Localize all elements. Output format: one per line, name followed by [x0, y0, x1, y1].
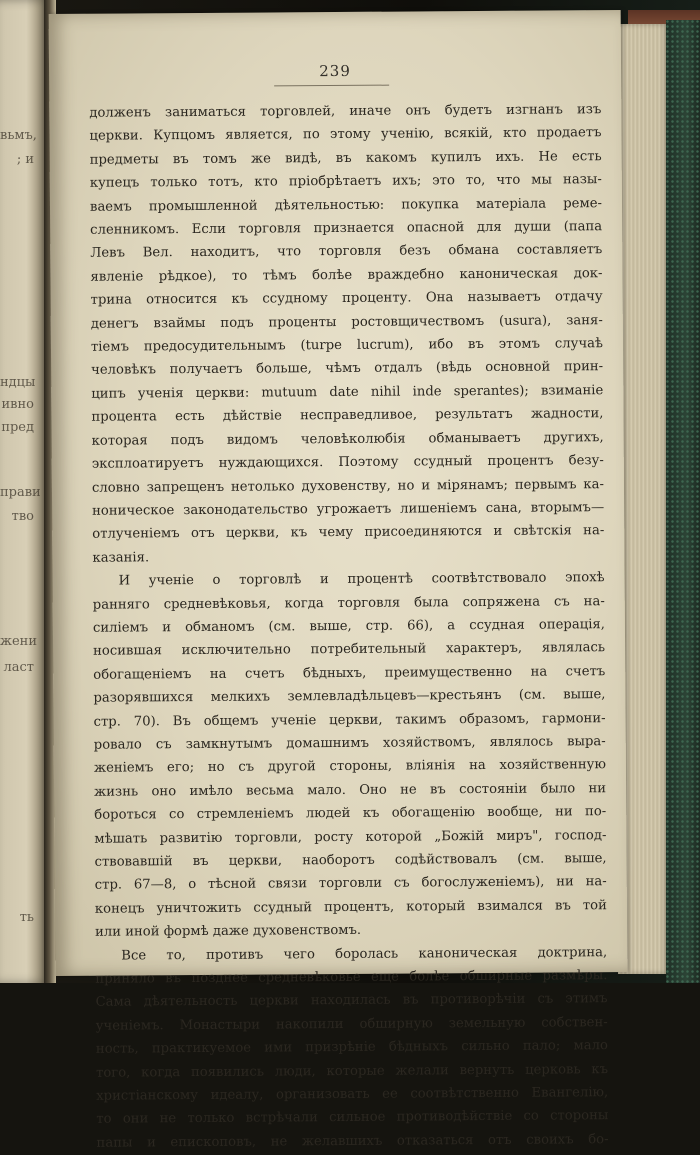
page-number: 239	[319, 61, 351, 81]
text-line: купецъ только тотъ, кто пріобрѣтаетъ ихъ; это то, что мы назы-	[89, 172, 602, 191]
text-line: эксплоатируетъ нуждающихся. Поэтому ссудный процентъ безу-	[91, 453, 604, 472]
left-page-fragment: ласт	[3, 660, 34, 675]
text-line: ученіемъ. Монастыри накопили обширную земельную собствен-	[95, 1014, 608, 1034]
text-line: мѣшать развитію торговли, росту которой „Божій миръ", господ-	[94, 827, 607, 847]
text-line: трина относится къ ссудному проценту. Она называетъ отдачу	[90, 289, 603, 308]
text-line: отлученіемъ отъ церкви, къ чему присоединяются и свѣтскія на-	[92, 523, 605, 543]
text-line: предметы въ томъ же видѣ, въ какомъ купилъ ихъ. Не есть	[89, 148, 602, 168]
left-page-fragment: ть	[19, 910, 34, 925]
text-line: словно запрещенъ нетолько духовенству, но и мірянамъ; первымъ ка-	[91, 476, 604, 496]
text-line: жизнь оно имѣло весьма мало. Оно не въ состояніи было ни	[94, 780, 607, 800]
text-line: то они не только встрѣчали сильное противодѣйствіе со стороны	[96, 1108, 609, 1128]
left-page-fragment: вьмъ,	[0, 128, 37, 143]
text-line: ствовавшій въ церкви, наоборотъ содѣйствовалъ (см. выше,	[94, 851, 607, 870]
text-line: казанія.	[92, 550, 150, 566]
text-line: долженъ заниматься торговлей, иначе онъ будетъ изгнанъ изъ	[89, 102, 602, 121]
left-page-fragment: жени	[0, 634, 37, 649]
text-line: сленникомъ. Если торговля признается опасной для души (папа	[90, 219, 603, 238]
left-page-fragment: ; и	[16, 152, 34, 167]
text-line: или иной формѣ даже духовенствомъ.	[95, 923, 362, 940]
text-line: денегъ взаймы подъ проценты ростовщичествомъ (usura), заня-	[90, 312, 603, 332]
text-line: разорявшихся мелкихъ землевладѣльцевъ—крестьянъ (см. выше,	[93, 687, 606, 706]
text-line: папы и епископовъ, не желавшихъ отказаться отъ своихъ бо-	[96, 1132, 609, 1151]
left-page-fragment: ивно	[1, 397, 34, 412]
text-line: носившая исключительно потребительный характеръ, являлась	[93, 640, 606, 660]
text-line: силіемъ и обманомъ (см. выше, стр. 66), а ссудная операція,	[92, 617, 605, 636]
text-line: процента есть дѣйствіе несправедливое, результатъ жадности,	[91, 406, 604, 426]
left-page-fragment: тво	[11, 509, 34, 524]
text-line: ровало съ замкнутымъ домашнимъ хозяйствомъ, являлось выра-	[93, 734, 606, 753]
left-page-fragment: ндцы	[0, 375, 36, 390]
text-line: конецъ уничтожить ссудный процентъ, который взимался въ той	[94, 897, 607, 917]
text-line: того, когда появились люди, которые желали вернуть церковь къ	[95, 1061, 609, 1081]
text-line: приняло въ позднее средневѣковье еще болѣе обширные размѣры.	[95, 968, 608, 987]
text-line: женіемъ его; но съ другой стороны, вліянія на хозяйственную	[93, 757, 606, 777]
text-line: которая подъ видомъ человѣколюбія обманываетъ другихъ,	[91, 429, 604, 449]
text-line: ноническое законодательство угрожаетъ лишеніемъ сана, вторымъ—	[92, 500, 605, 519]
text-line: тіемъ предосудительнымъ (turpe lucrum), ибо въ этомъ случаѣ	[90, 336, 604, 355]
text-line: Сама дѣятельность церкви находилась въ противорѣчіи съ этимъ	[95, 991, 608, 1011]
text-line: человѣкъ получаетъ больше, чѣмъ отдалъ (вѣдь основной прин-	[91, 359, 604, 379]
text-line: ность, практикуемое ими призрѣніе бѣдныхъ сильно пало; мало	[95, 1038, 608, 1057]
book-cover	[666, 20, 700, 983]
text-line: стр. 67—8, о тѣсной связи торговли съ богослуженіемъ), ни на-	[94, 874, 607, 894]
left-page-fragment: прави	[0, 485, 41, 500]
text-line: ципъ ученія церкви: mutuum date nihil inde sperantes); взиманіе	[91, 383, 604, 402]
text-line: христіанскому идеалу, организовать ее соотвѣтственно Евангелію,	[96, 1085, 609, 1104]
text-line: И ученіе о торговлѣ и процентѣ соотвѣтствовало эпохѣ	[118, 570, 605, 589]
text-line: явленіе рѣдкое), то тѣмъ болѣе враждебно каноническая док-	[90, 265, 603, 285]
page-text	[89, 98, 608, 1155]
text-line: бороться со стремленіемъ людей къ обогащенію вообще, ни по-	[94, 804, 607, 823]
text-line: ваемъ промышленной дѣятельностью: покупка матеріала ремe-	[89, 195, 603, 215]
text-line: церкви. Купцомъ является, по этому ученію, всякій, кто продаетъ	[89, 125, 602, 145]
book-page	[49, 10, 628, 1151]
left-page-fragment: пред	[1, 420, 34, 435]
text-line: обогащеніемъ на счетъ бѣдныхъ, преимущественно на счетъ	[93, 663, 606, 683]
header-rule	[274, 85, 389, 87]
text-line: ранняго средневѣковья, когда торговля была сопряжена съ на-	[92, 593, 605, 613]
text-line: стр. 70). Въ общемъ ученіе церкви, такимъ образомъ, гармони-	[93, 710, 606, 730]
text-line: Все то, противъ чего боролась каноническая доктрина,	[121, 944, 608, 964]
text-line: Левъ Вел. находитъ, что торговля безъ обмана составляетъ	[90, 242, 603, 262]
previous-page-edge	[0, 0, 48, 983]
